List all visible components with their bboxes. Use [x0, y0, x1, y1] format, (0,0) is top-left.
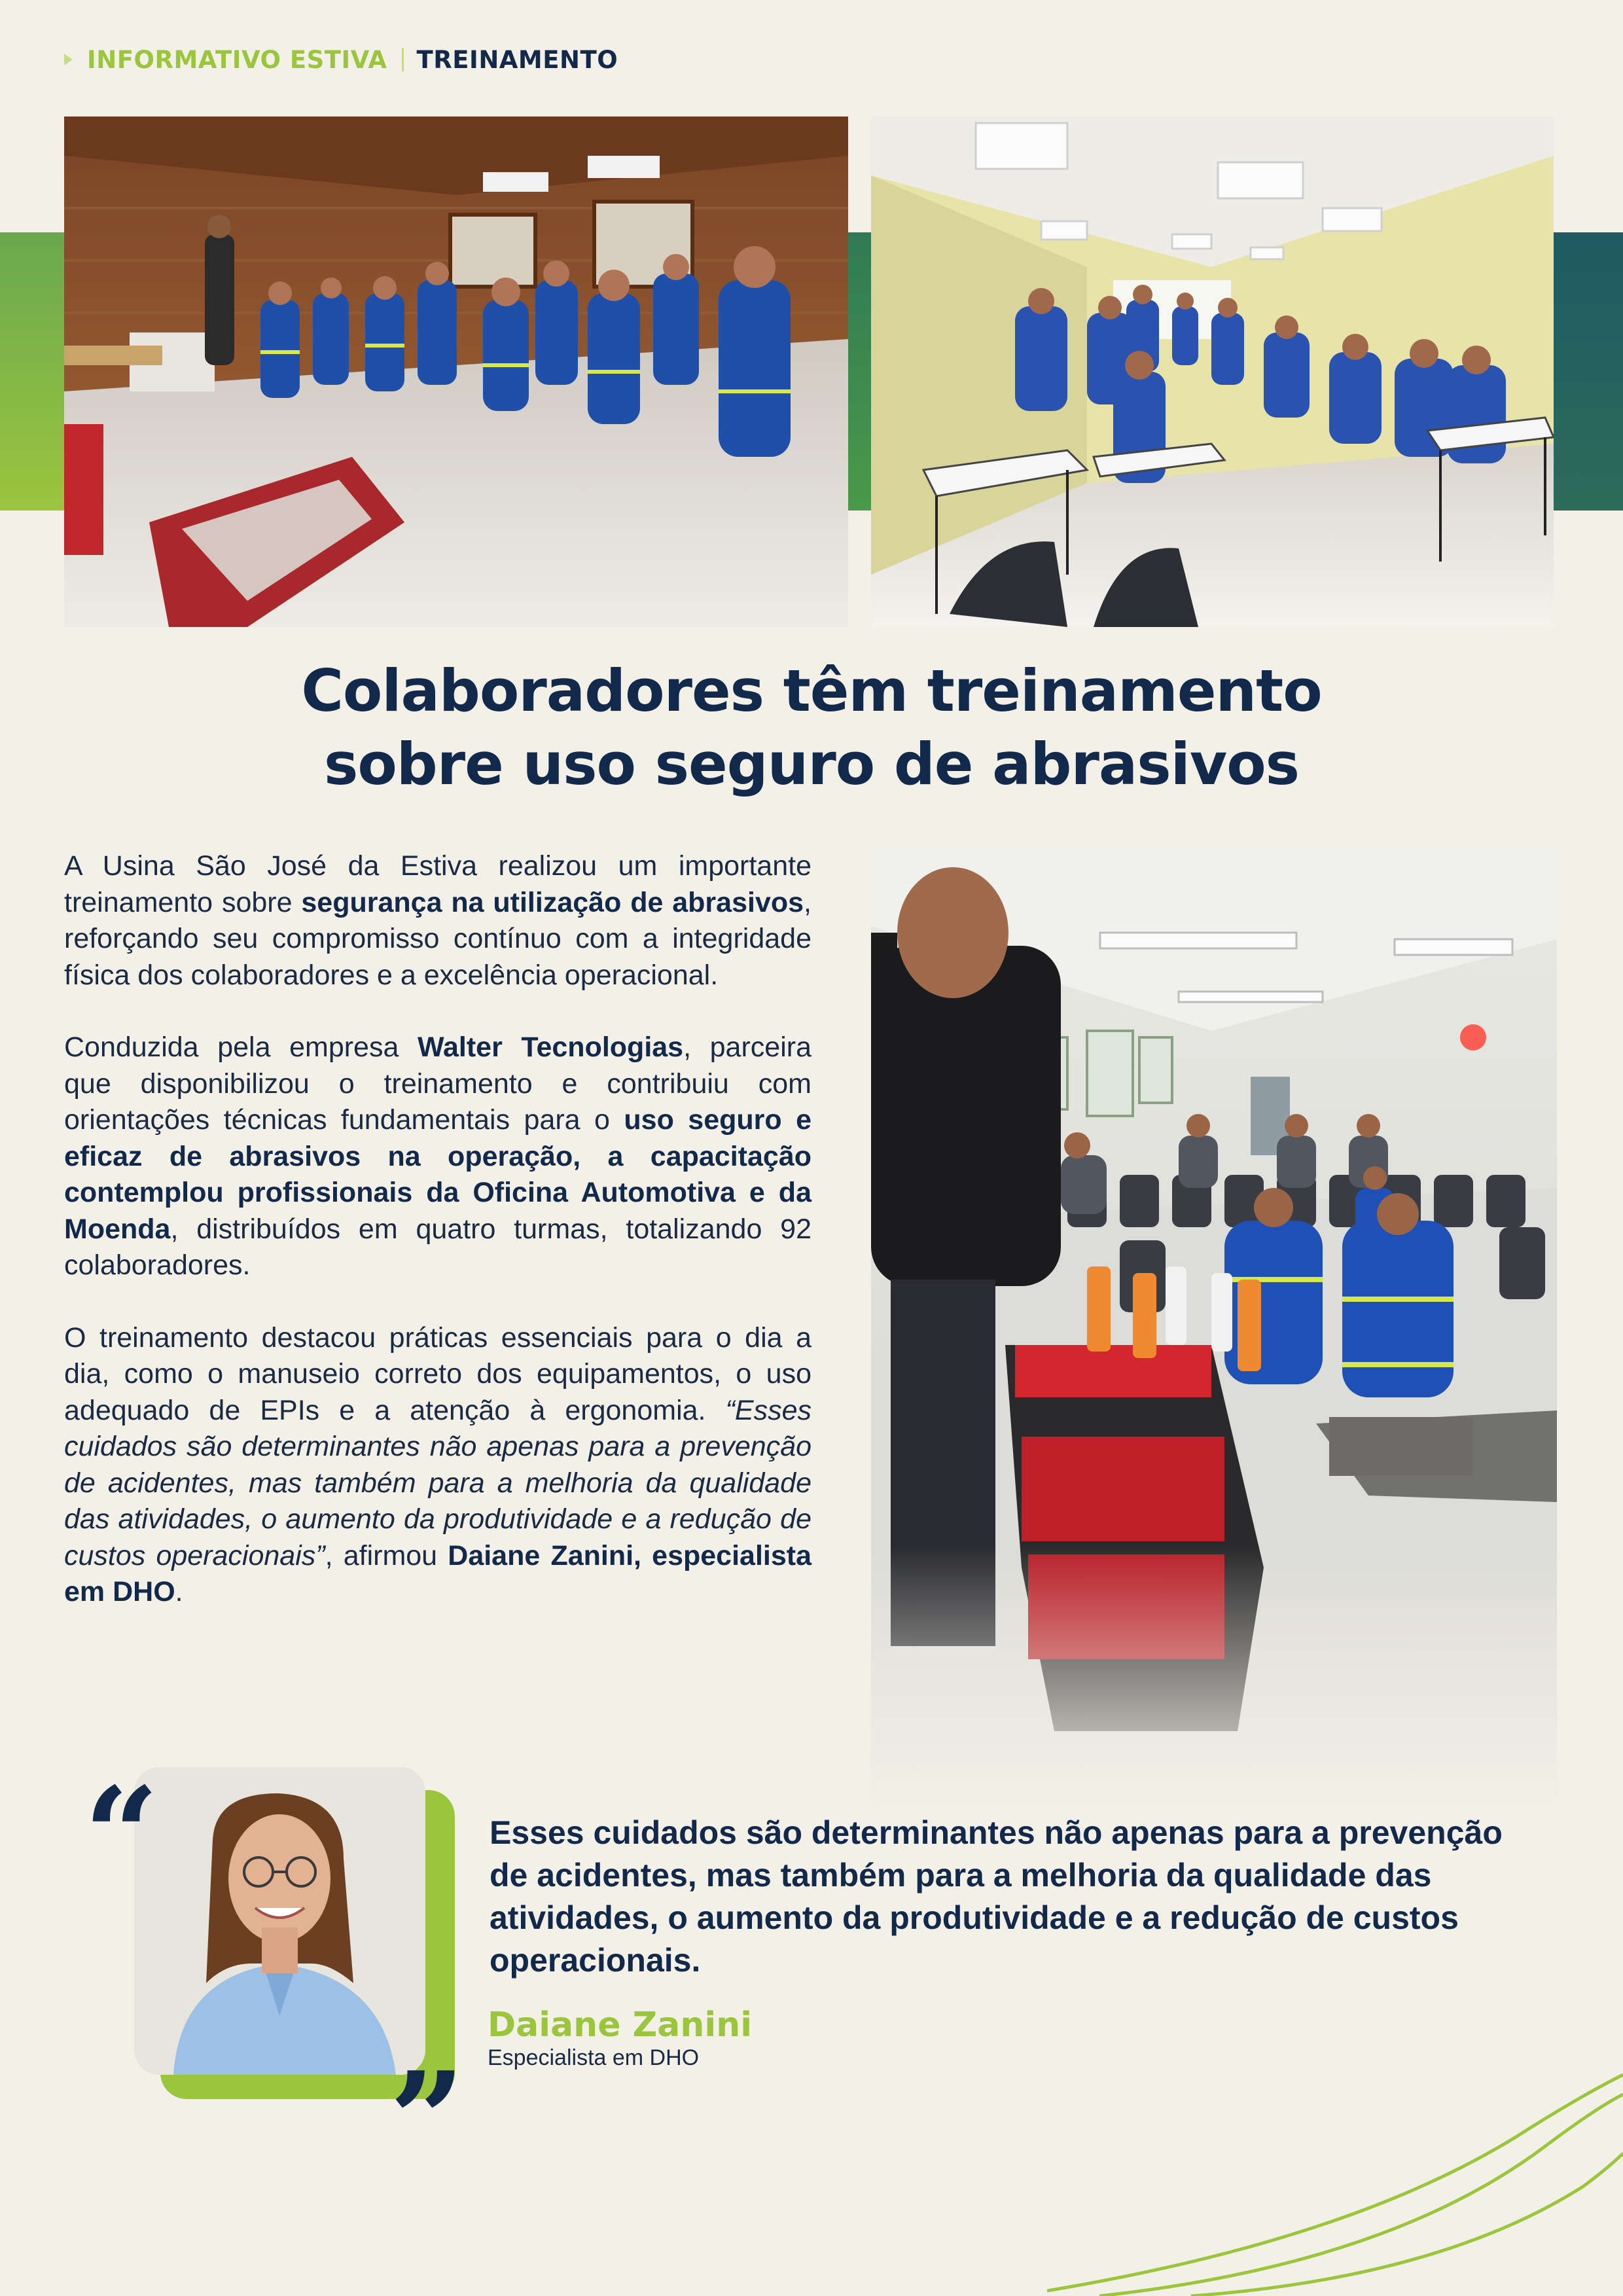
photo-training-wooden-room [64, 117, 848, 627]
photo-training-classroom [871, 117, 1554, 627]
article-body [64, 848, 812, 1647]
page-header [64, 43, 618, 76]
pull-quote-text: Esses cuidados são determinantes não apenas para a prevenção de acidentes, mas também para a melhoria da qualidade das atividades, o aumento da produtividade e a redução de custos operacionais. [490, 1814, 1503, 1979]
text-run: , afirmou [325, 1539, 448, 1571]
emphasis-text: uso seguro e eficaz de abrasivos na operação, a capacitação contemplou profissionais da Oficina Automotiva e da Moenda [64, 1104, 812, 1245]
text-run: , distribuídos em quatro turmas, totalizando 92 colaboradores. [64, 1213, 812, 1281]
header-divider [402, 48, 404, 71]
paragraph-2 [64, 1030, 812, 1284]
paragraph-3 [64, 1320, 812, 1611]
quote-author-name: Daiane Zanini [488, 2005, 753, 2045]
photo-instructor-class [871, 848, 1557, 1816]
title-line-1: Colaboradores têm treinamento [301, 657, 1322, 725]
text-run: , parceira que disponibilizou o treinamento e contribuiu com orientações técnicas fundamentais para o [64, 1031, 812, 1136]
quote-author-role: Especialista em DHO [488, 2045, 700, 2070]
quote-close-mark: ” [389, 2043, 465, 2197]
section-name: INFORMATIVO ESTIVA [87, 45, 387, 74]
quote-open-mark: “ [84, 1759, 160, 1912]
text-run: A Usina São José da Estiva realizou um importante treinamento sobre [64, 850, 812, 918]
paragraph-1 [64, 848, 812, 994]
decorative-band-right [1551, 232, 1623, 511]
text-run: , reforçando seu compromisso contínuo com a integridade física dos colaboradores e a excelência operacional. [64, 886, 812, 991]
emphasis-text: Daiane Zanini, especialista em DHO [64, 1539, 812, 1607]
page-category: TREINAMENTO [416, 45, 618, 74]
decorative-swoosh [1047, 2068, 1623, 2296]
emphasis-text: Walter Tecnologias [417, 1031, 684, 1063]
quote-inline: “Esses cuidados são determinantes não apenas para a prevenção de acidentes, mas também para a melhoria da qualidade das atividades, o aumento da produtividade e a redução de custos operacionais” [64, 1394, 812, 1571]
emphasis-text: segurança na utilização de abrasivos [301, 886, 804, 918]
text-run: O treinamento destacou práticas essenciais para o dia a dia, como o manuseio correto dos equipamentos, o uso adequado de EPIs e a atenção à ergonomia. [64, 1321, 812, 1426]
article-title [0, 655, 1623, 801]
text-run: . [175, 1576, 183, 1607]
title-line-2: sobre uso seguro de abrasivos [323, 730, 1300, 798]
triangle-icon [64, 54, 73, 65]
text-run: Conduzida pela empresa [64, 1031, 418, 1063]
avatar-daiane-zanini [134, 1767, 425, 2075]
